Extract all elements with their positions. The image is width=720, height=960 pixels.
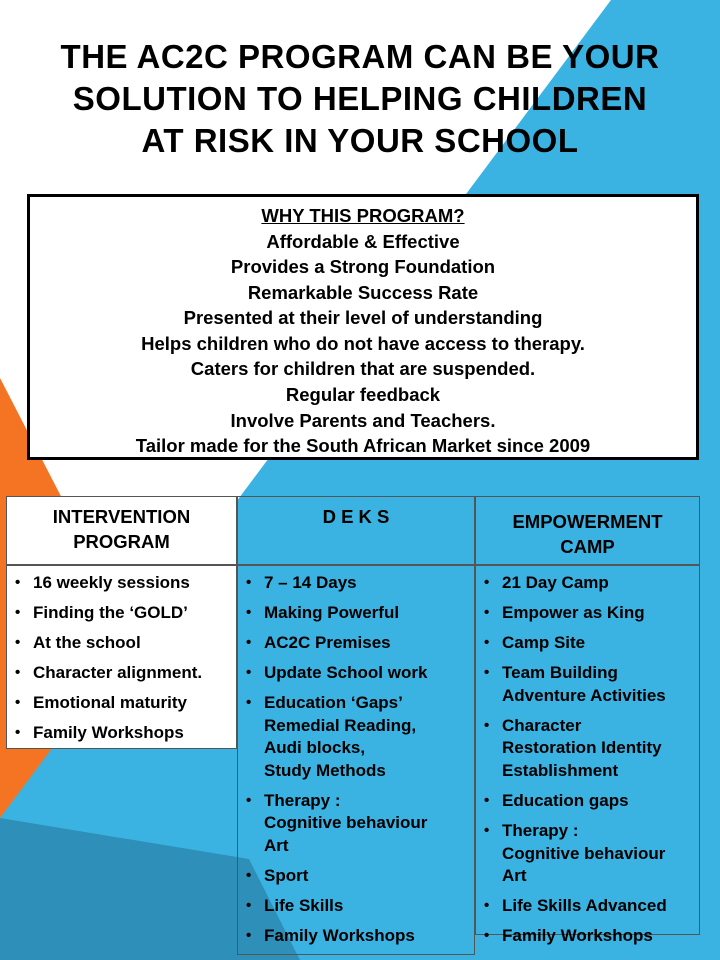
intervention-list [7,572,236,745]
list-item [7,692,236,715]
list-item-text: • Family Workshops [33,723,184,743]
list-item-text: • Life Skills Advanced [502,896,667,916]
list-item [238,692,474,782]
why-item: Remarkable Success Rate [247,281,479,303]
list-item [7,722,236,745]
list-item-text: Cognitive behaviour [502,843,666,863]
why-item: Helps children who do not have access to therapy. [141,332,585,354]
list-item-text: • AC2C Premises [264,633,391,653]
list-item [238,602,474,625]
list-item [238,925,474,948]
empowerment-header [475,496,700,565]
list-item [476,925,699,948]
empowerment-heading-line2: CAMP [560,536,615,557]
list-item-text: • Therapy : [264,790,341,810]
list-item [7,632,236,655]
why-item: Provides a Strong Foundation [230,256,496,278]
title-line-3: AT RISK IN YOUR SCHOOL [141,122,579,159]
list-item-text: Study Methods [264,760,386,780]
why-item: Affordable & Effective [266,230,460,252]
list-item-text: Art [264,835,289,855]
list-item-text: • Sport [264,866,309,886]
list-item-text: • Education gaps [502,790,629,810]
list-item-text: • Making Powerful [264,603,400,623]
intervention-heading-line2: PROGRAM [73,531,170,552]
deks-header [237,496,475,565]
list-item [476,572,699,595]
title-line-2: SOLUTION TO HELPING CHILDREN [72,80,648,117]
why-heading: WHY THIS PROGRAM? [261,205,465,226]
list-item [476,820,699,888]
title-line-1: THE AC2C PROGRAM CAN BE YOUR [60,38,660,75]
deks-list-panel [237,565,475,955]
list-item-text: • At the school [33,633,141,653]
why-item: Tailor made for the South African Market since 2009 [135,435,591,457]
empowerment-heading-line1: EMPOWERMENT [512,511,663,532]
list-item-text: • Finding the ‘GOLD’ [33,603,188,623]
why-item: Presented at their level of understanding [183,307,543,329]
list-item [476,662,699,707]
list-item [476,895,699,918]
list-item-text: • 21 Day Camp [502,573,609,592]
list-item-text: Remedial Reading, [264,715,417,735]
list-item [238,572,474,595]
list-item [238,790,474,858]
list-item-text: • Camp Site [502,633,586,653]
list-item-text: • Life Skills [264,896,344,916]
list-item-text: • Therapy : [502,821,579,841]
list-item [7,602,236,625]
list-item [238,895,474,918]
list-item [238,662,474,685]
list-item-text: • Family Workshops [264,926,415,946]
empowerment-list-panel [475,565,700,946]
list-item-text: • Empower as King [502,603,645,623]
empowerment-list [476,572,699,948]
list-item-text: • 16 weekly sessions [33,573,190,592]
list-item [476,790,699,813]
list-item-text: Restoration Identity [502,738,662,758]
deks-heading: D E K S [322,506,390,527]
list-item-text: Art [502,866,527,886]
list-item-text: Adventure Activities [502,685,666,705]
intervention-list-panel [6,565,237,749]
why-item: Involve Parents and Teachers. [230,409,496,431]
list-item [476,715,699,783]
list-item-text: Cognitive behaviour [264,813,428,833]
list-item [7,662,236,685]
list-item-text: • Character alignment. [33,663,203,683]
page-title [10,36,710,162]
list-item [238,632,474,655]
list-item-text: Audi blocks, [264,738,366,758]
why-this-program-box [27,194,699,460]
list-item [7,572,236,595]
intervention-heading-line1: INTERVENTION [52,506,191,527]
list-item [238,865,474,888]
list-item-text: • Education ‘Gaps’ [264,693,403,713]
deks-list [238,572,474,948]
list-item-text: • Character [502,715,582,735]
list-item [476,632,699,655]
list-item [476,602,699,625]
list-item-text: • Emotional maturity [33,693,187,713]
list-item-text: • 7 – 14 Days [264,573,357,592]
why-item: Regular feedback [285,384,441,406]
why-item: Caters for children that are suspended. [190,358,536,380]
list-item-text: • Update School work [264,663,428,683]
list-item-text: • Family Workshops [502,926,653,946]
intervention-header [6,496,237,565]
list-item-text: • Team Building [502,663,618,683]
list-item-text: Establishment [502,760,619,780]
